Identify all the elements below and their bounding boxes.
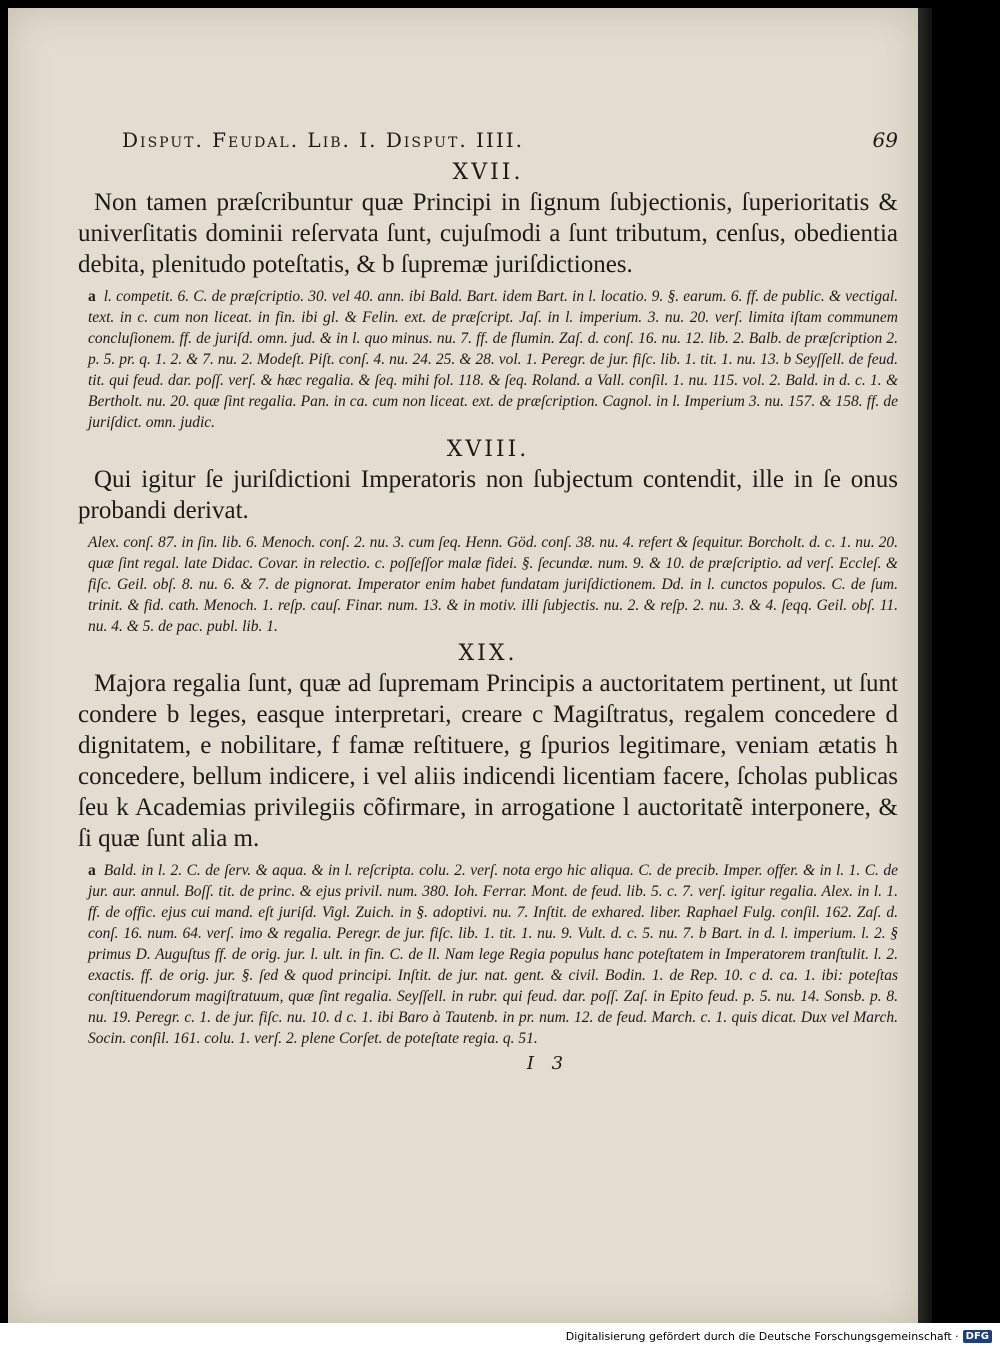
running-title: Disput. Feudal. Lib. I. Disput. IIII. <box>122 128 524 152</box>
footer-credit: Digitalisierung gefördert durch die Deutsche Forschungsgemeinschaft · <box>565 1329 959 1343</box>
signature-mark: I 3 <box>526 1053 570 1074</box>
section-number: XVIII. <box>446 437 530 462</box>
footnote-text: Alex. conſ. 87. in ſin. lib. 6. Menoch. conſ. 2. nu. 3. cum ſeq. Henn. Göd. conſ. 38. nu. 4. refert & ſequitur. Borcholt. d. c. 1. nu. 20. quæ ſint regal. late Didac. Covar. in relectio. c. poſſeſſor malæ fidei. §. ſecundæ. num. 9. & 10. de præſcriptio. ad verſ. Eccleſ. & fiſc. Geil. obſ. 8. nu. 6. & 7. de pignorat. Imperator enim habet fundatam juriſdictionem. Dd. in l. cunctos populos. C. de ſum. trinit. & fid. cath. Menoch. 1. reſp. cauſ. Finar. num. 13. & in motiv. illi ſubjectis. nu. 2. & reſp. 2. nu. 3. & 4. ſeqq. Geil. obſ. 11. nu. 4. & 5. de pac. publ. lib. 1. <box>88 534 898 635</box>
page-content <box>78 128 898 1074</box>
footnote <box>78 860 898 1049</box>
footer-bar <box>0 1323 1000 1349</box>
footnote-text: l. competit. 6. C. de præſcriptio. 30. vel 40. ann. ibi Bald. Bart. idem Bart. in l. locatio. 9. §. earum. 6. ff. de public. & vectigal. text. in c. cum non liceat. in fin. ibi gl. & Felin. ext. de præſcript. Jaſ. in l. imperium. 3. nu. 20. verſ. limita iſtam communem concluſionem. ff. de juriſd. omn. jud. & in l. quo minus. nu. 7. ff. de flumin. Zaſ. d. conſ. 16. nu. 12. lib. 2. Balb. de præſcription 2. p. 5. pr. q. 1. 2. & 7. nu. 2. Modeſt. Piſt. conſ. 4. nu. 24. 25. & 28. vol. 1. Peregr. de jur. fiſc. lib. 1. tit. 1. nu. 13. b Seyſſell. de feud. tit. qui feud. dar. poſſ. verſ. & hæc regalia. & ſeq. mihi fol. 118. & ſeq. Roland. a Vall. conſil. 1. nu. 115. vol. 2. Bald. in d. c. 1. & Bertholt. nu. 20. quæ ſint regalia. Pan. in ca. cum non liceat. ext. de præſcription. Cagnol. in l. Imperium 3. nu. 157. & 158. ff. de juriſdict. omn. judic. <box>88 288 898 431</box>
section-number: XIX. <box>458 641 518 666</box>
footnote <box>78 532 898 637</box>
scanned-page <box>8 8 918 1323</box>
footnote-mark: a <box>88 288 96 305</box>
running-header <box>78 128 898 152</box>
footnote <box>78 286 898 433</box>
section-number: XVII. <box>452 160 524 185</box>
footnote-text: Bald. in l. 2. C. de ſerv. & aqua. & in l. reſcripta. colu. 2. verſ. nota ergo hic aliqua. C. de precib. Imper. offer. & in l. 1. C. de jur. aur. annul. Boſſ. tit. de princ. & ejus privil. num. 380. Ioh. Ferrar. Mont. de feud. lib. 5. c. 7. verſ. igitur regalia. Alex. in l. 1. ff. de offic. ejus cui mand. eſt juriſd. Vigl. Zuich. in §. adoptivi. nu. 7. Inſtit. de exhared. liber. Raphael Fulg. conſil. 162. Zaſ. d. conſ. 16. num. 64. verſ. imo & regalia. Peregr. de jur. fiſc. lib. 1. tit. 1. nu. 9. Vult. d. c. 5. nu. 7. b Bart. in d. l. imperium. l. 2. § primus D. Auguſtus ff. de orig. jur. l. ult. in fin. C. de ll. Nam lege Regia populus hanc poteſtatem in Imperatorem tranſtulit. l. 2. exactis. ff. de orig. jur. §. ſed & quod principi. Inſtit. de jur. nat. gent. & civil. Bodin. 1. de Rep. 10. c d. ca. 1. ibi: poteſtas conſtituendorum magiſtratuum, quæ ſint regalia. Seyſſell. in rubr. qui feud. dar. poſſ. Zaſ. in Epito feud. p. 5. nu. 14. Sonsb. p. 8. nu. 19. Peregr. c. 1. de jur. fiſc. nu. 10. d c. 1. ibi Baro à Tautenb. in pr. num. 12. de feud. March. c. 1. quis dicat. Dux vel March. Socin. conſil. 161. colu. 1. verſ. 2. plene Corſet. de poteſtate regia. q. 51. <box>88 862 898 1047</box>
page-edge <box>918 8 932 1323</box>
dfg-logo: DFG <box>963 1330 992 1343</box>
footnote-mark: a <box>88 862 96 879</box>
section-text: Majora regalia ſunt, quæ ad ſupremam Principis a auctoritatem pertinent, ut ſunt condere b leges, easque interpretari, creare c Magiſtratus, regalem concedere d dignitatem, e nobilitare, f famæ reſtituere, g ſpurios legitimare, veniam ætatis h concedere, bellum indicere, i vel aliis indicendi licentiam facere, ſcholas publicas ſeu k Academias privilegiis cõfirmare, in arrogatione l auctoritatẽ interponere, & ſi quæ ſunt alia m. <box>78 670 898 852</box>
section-text: Non tamen præſcribuntur quæ Principi in ſignum ſubjectionis, ſuperioritatis & univerſitatis dominii reſervata ſunt, cujuſmodi a ſunt tributum, cenſus, obedientia debita, plenitudo poteſtatis, & b ſupremæ juriſdictiones. <box>78 189 898 278</box>
section-text: Qui igitur ſe juriſdictioni Imperatoris non ſubjectum contendit, ille in ſe onus probandi derivat. <box>78 466 898 524</box>
page-number: 69 <box>872 128 898 152</box>
